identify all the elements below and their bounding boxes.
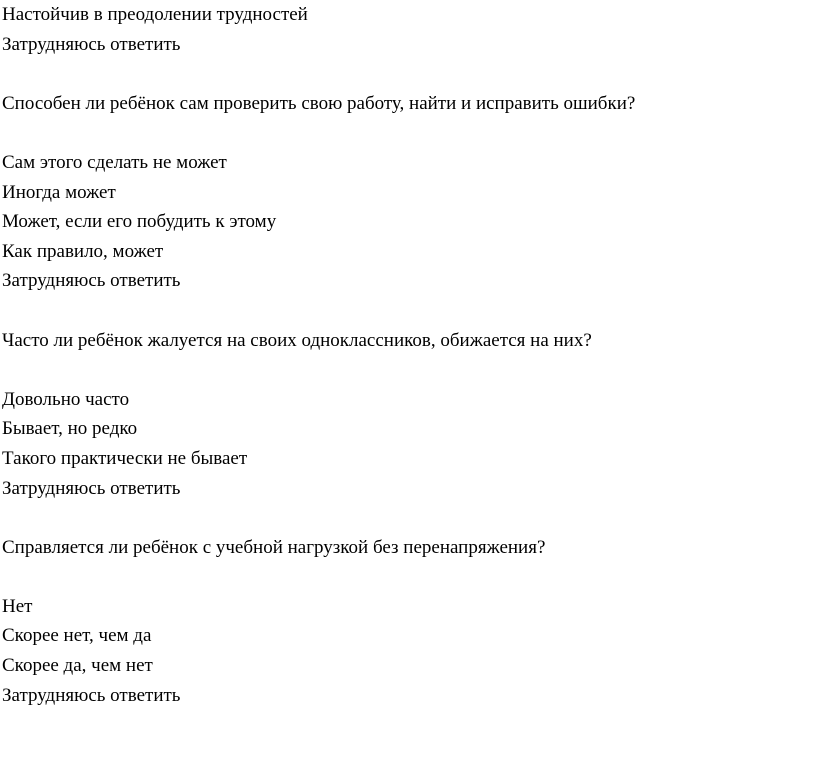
paragraph-spacer bbox=[2, 118, 814, 148]
question-heading: Способен ли ребёнок сам проверить свою работу, найти и исправить ошибки? bbox=[2, 92, 636, 114]
answer-option: Скорее да, чем нет bbox=[2, 655, 153, 677]
answer-option: Затрудняюсь ответить bbox=[2, 270, 181, 292]
answer-option: Такого практически не бывает bbox=[2, 447, 248, 469]
paragraph-spacer bbox=[2, 355, 814, 385]
paragraph-spacer bbox=[2, 503, 814, 533]
paragraph-spacer bbox=[2, 296, 814, 326]
question-heading: Справляется ли ребёнок с учебной нагрузкой без перенапряжения? bbox=[2, 536, 546, 558]
answer-option: Иногда может bbox=[2, 181, 116, 203]
answer-option: Затрудняюсь ответить bbox=[2, 684, 181, 706]
answer-option: Затрудняюсь ответить bbox=[2, 477, 181, 499]
answer-option: Как правило, может bbox=[2, 240, 164, 262]
paragraph-spacer bbox=[2, 562, 814, 592]
paragraph-spacer bbox=[2, 59, 814, 89]
answer-option: Сам этого сделать не может bbox=[2, 151, 227, 173]
answer-option: Скорее нет, чем да bbox=[2, 625, 152, 647]
document-body bbox=[2, 0, 814, 710]
answer-option: Довольно часто bbox=[2, 388, 130, 410]
answer-option: Нет bbox=[2, 595, 33, 617]
answer-option: Бывает, но редко bbox=[2, 418, 138, 440]
answer-option: Затрудняюсь ответить bbox=[2, 33, 181, 55]
question-heading: Часто ли ребёнок жалуется на своих одноклассников, обижается на них? bbox=[2, 329, 592, 351]
answer-option: Может, если его побудить к этому bbox=[2, 211, 277, 233]
answer-option: Настойчив в преодолении трудностей bbox=[2, 4, 308, 25]
